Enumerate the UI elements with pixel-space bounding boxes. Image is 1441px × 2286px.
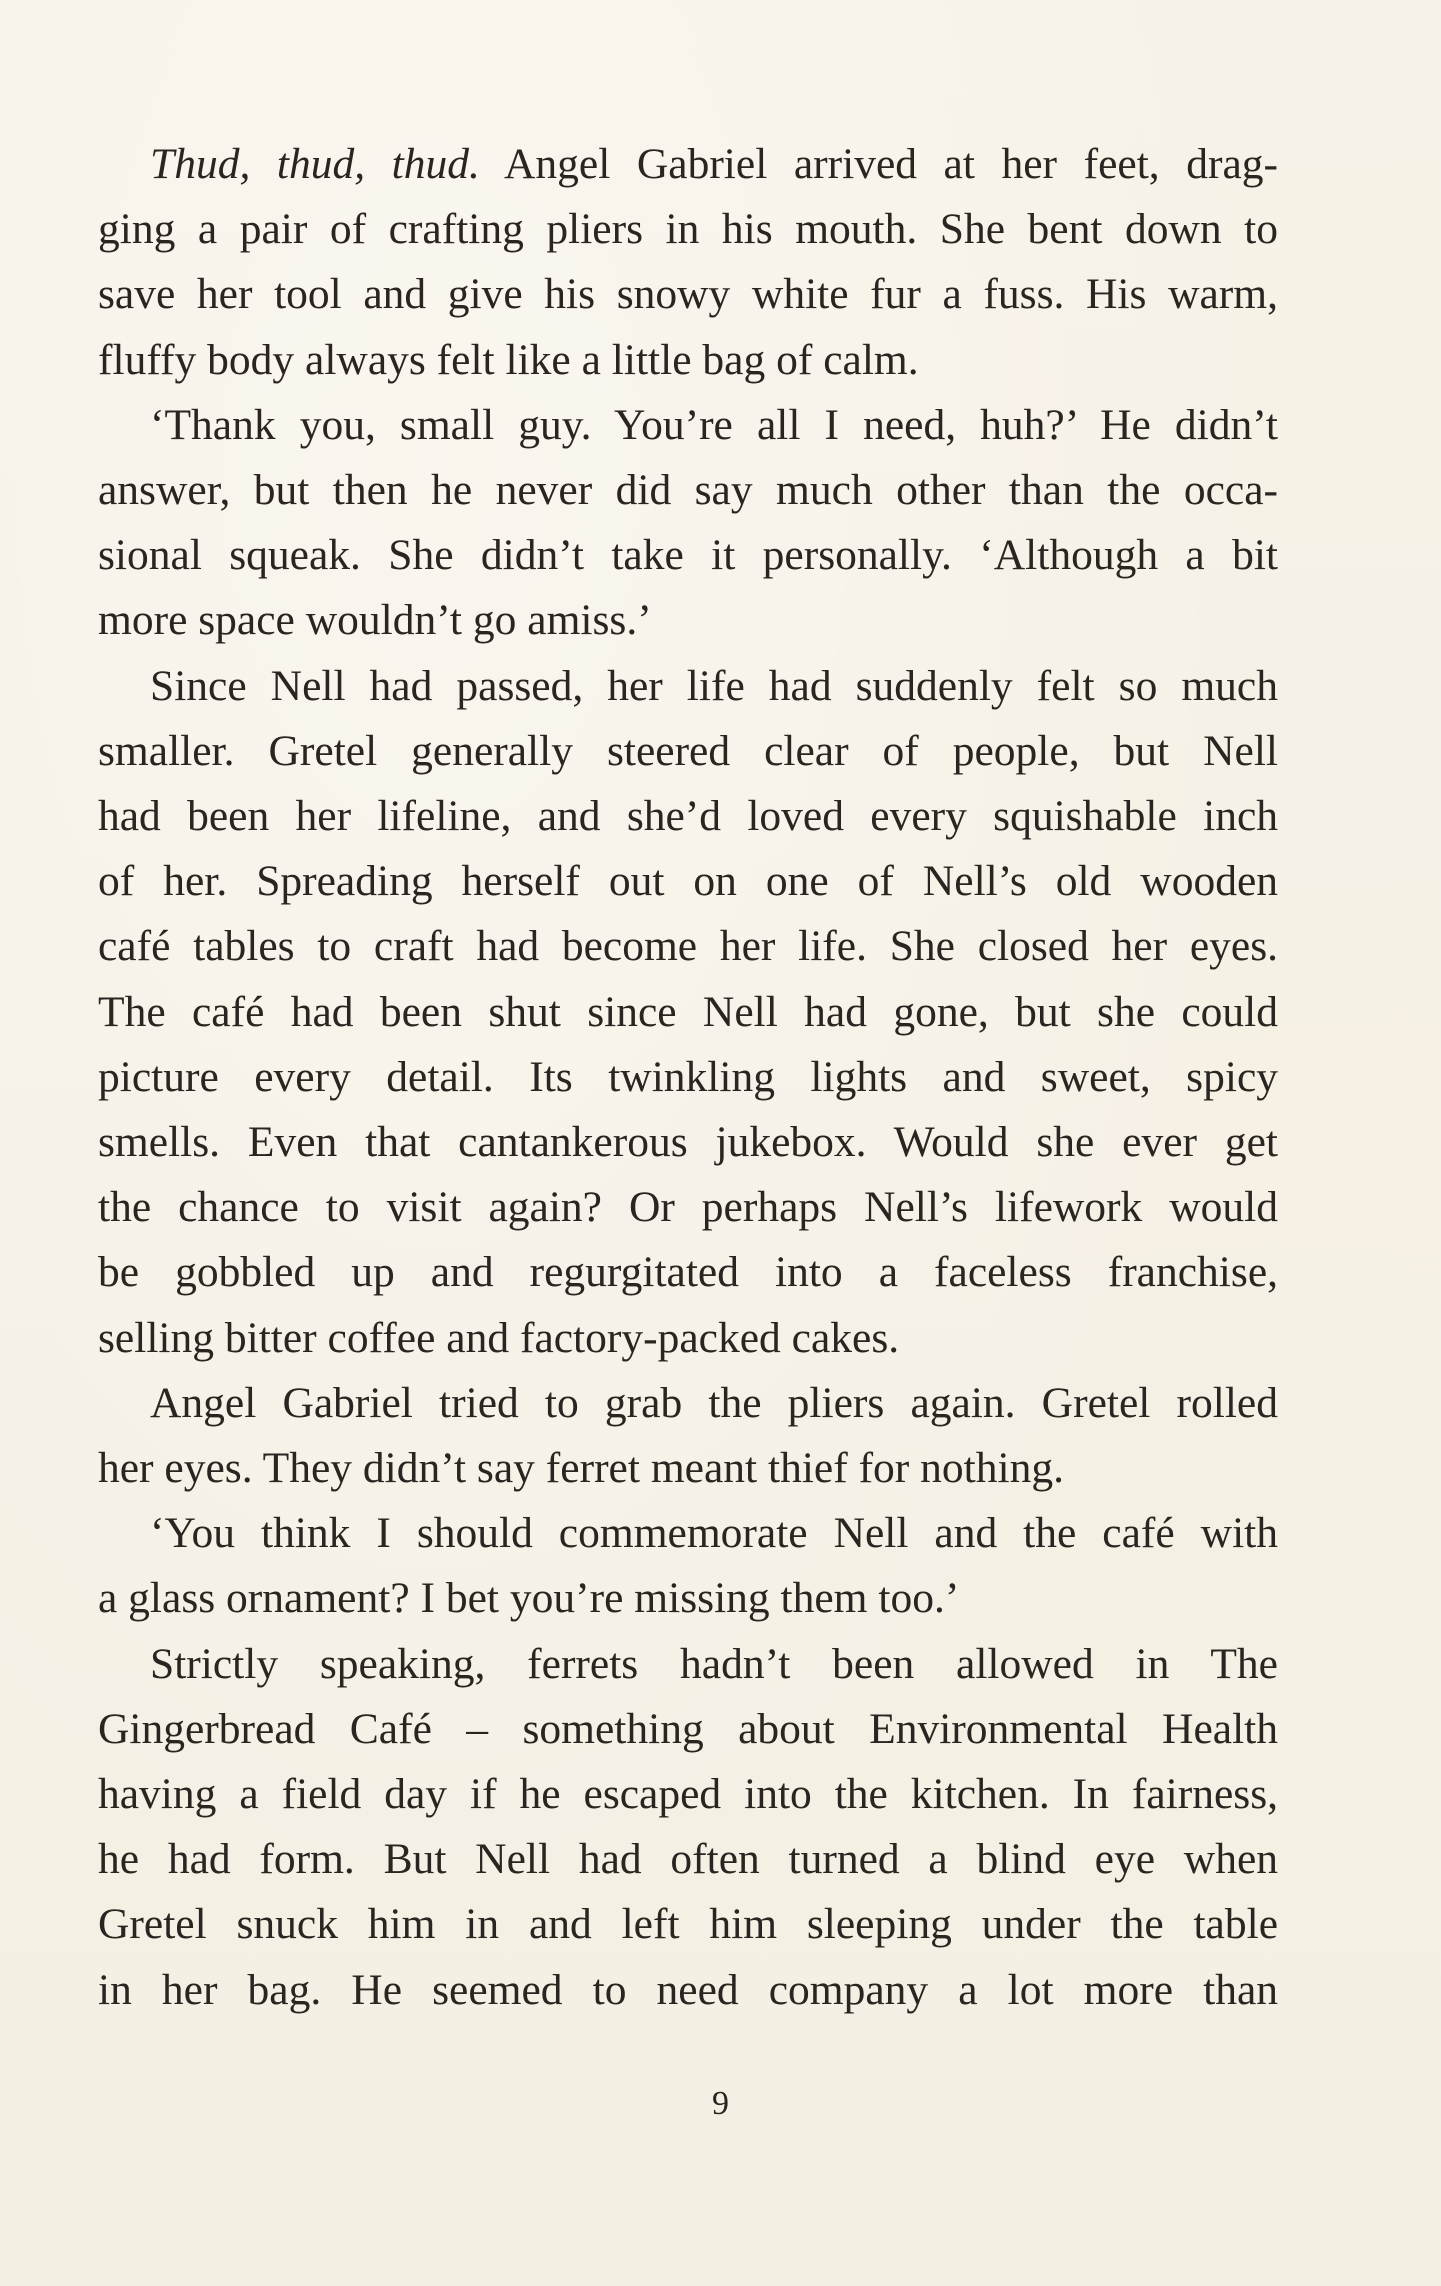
text-line	[98, 1697, 1278, 1762]
line-text: Gingerbread Café – something about Environmental Health	[98, 1704, 1278, 1753]
body-text	[98, 132, 1278, 2023]
paragraph	[98, 132, 1278, 393]
text-line	[98, 393, 1278, 458]
line-text: picture every detail. Its twinkling lights and sweet, spicy	[98, 1052, 1278, 1101]
paragraph	[98, 1501, 1278, 1631]
line-text: ‘Thank you, small guy. You’re all I need, huh?’ He didn’t	[150, 400, 1278, 449]
text-line	[98, 980, 1278, 1045]
line-text: Gretel snuck him in and left him sleeping under the table	[98, 1900, 1278, 1949]
line-text: ‘You think I should commemorate Nell and the café with	[150, 1509, 1278, 1558]
paragraph	[98, 1632, 1278, 2023]
text-line	[98, 1371, 1278, 1436]
line-text: her eyes. They didn’t say ferret meant thief for nothing.	[98, 1444, 1064, 1493]
text-line	[98, 588, 1278, 653]
line-text: in her bag. He seemed to need company a lot more than	[98, 1965, 1278, 2014]
line-text: sional squeak. She didn’t take it personally. ‘Although a bit	[98, 531, 1278, 580]
line-text: of her. Spreading herself out on one of Nell’s old wooden	[98, 857, 1278, 906]
text-line	[98, 654, 1278, 719]
line-text: a glass ornament? I bet you’re missing them too.’	[98, 1574, 960, 1623]
line-text: selling bitter coffee and factory-packed cakes.	[98, 1313, 900, 1362]
text-line	[98, 1762, 1278, 1827]
text-line	[98, 849, 1278, 914]
paragraph	[98, 393, 1278, 654]
text-line	[98, 1306, 1278, 1371]
line-text: smells. Even that cantankerous jukebox. Would she ever get	[98, 1118, 1278, 1167]
line-text: having a field day if he escaped into the kitchen. In fairness,	[98, 1770, 1278, 1819]
line-text: save her tool and give his snowy white fur a fuss. His warm,	[98, 270, 1278, 319]
line-text: café tables to craft had become her life. She closed her eyes.	[98, 922, 1278, 971]
line-text: more space wouldn’t go amiss.’	[98, 596, 652, 645]
text-line	[98, 784, 1278, 849]
line-text: had been her lifeline, and she’d loved every squishable inch	[98, 792, 1278, 841]
text-line	[98, 523, 1278, 588]
text-line	[98, 1892, 1278, 1957]
text-line	[98, 1240, 1278, 1305]
text-line	[98, 132, 1278, 197]
text-line	[98, 1110, 1278, 1175]
line-text: Strictly speaking, ferrets hadn’t been allowed in The	[150, 1639, 1278, 1688]
text-line	[98, 262, 1278, 327]
text-line	[98, 914, 1278, 979]
line-text: Angel Gabriel tried to grab the pliers again. Gretel rolled	[150, 1378, 1278, 1427]
line-text: The café had been shut since Nell had gone, but she could	[98, 987, 1278, 1036]
text-line	[98, 1045, 1278, 1110]
text-line	[98, 1175, 1278, 1240]
line-text: fluffy body always felt like a little bag of calm.	[98, 335, 919, 384]
page-number: 9	[712, 2085, 729, 2122]
line-text: Angel Gabriel arrived at her feet, drag-	[479, 140, 1278, 188]
text-line	[98, 458, 1278, 523]
text-line	[98, 328, 1278, 393]
paragraph	[98, 1371, 1278, 1501]
text-line	[98, 719, 1278, 784]
text-line	[98, 1501, 1278, 1566]
text-line	[98, 1827, 1278, 1892]
text-line	[98, 1566, 1278, 1631]
italic-text: Thud, thud, thud.	[150, 140, 480, 188]
text-line	[98, 1632, 1278, 1697]
line-text: the chance to visit again? Or perhaps Nell’s lifework would	[98, 1183, 1278, 1232]
paragraph	[98, 654, 1278, 1371]
line-text: Since Nell had passed, her life had suddenly felt so much	[150, 661, 1278, 710]
line-text: ging a pair of crafting pliers in his mouth. She bent down to	[98, 205, 1278, 254]
text-line	[98, 1958, 1278, 2023]
text-line	[98, 1436, 1278, 1501]
line-text: answer, but then he never did say much other than the occa-	[98, 466, 1278, 515]
text-line	[98, 197, 1278, 262]
line-text: be gobbled up and regurgitated into a faceless franchise,	[98, 1248, 1278, 1297]
line-text: smaller. Gretel generally steered clear of people, but Nell	[98, 726, 1278, 775]
line-text: he had form. But Nell had often turned a blind eye when	[98, 1835, 1278, 1884]
